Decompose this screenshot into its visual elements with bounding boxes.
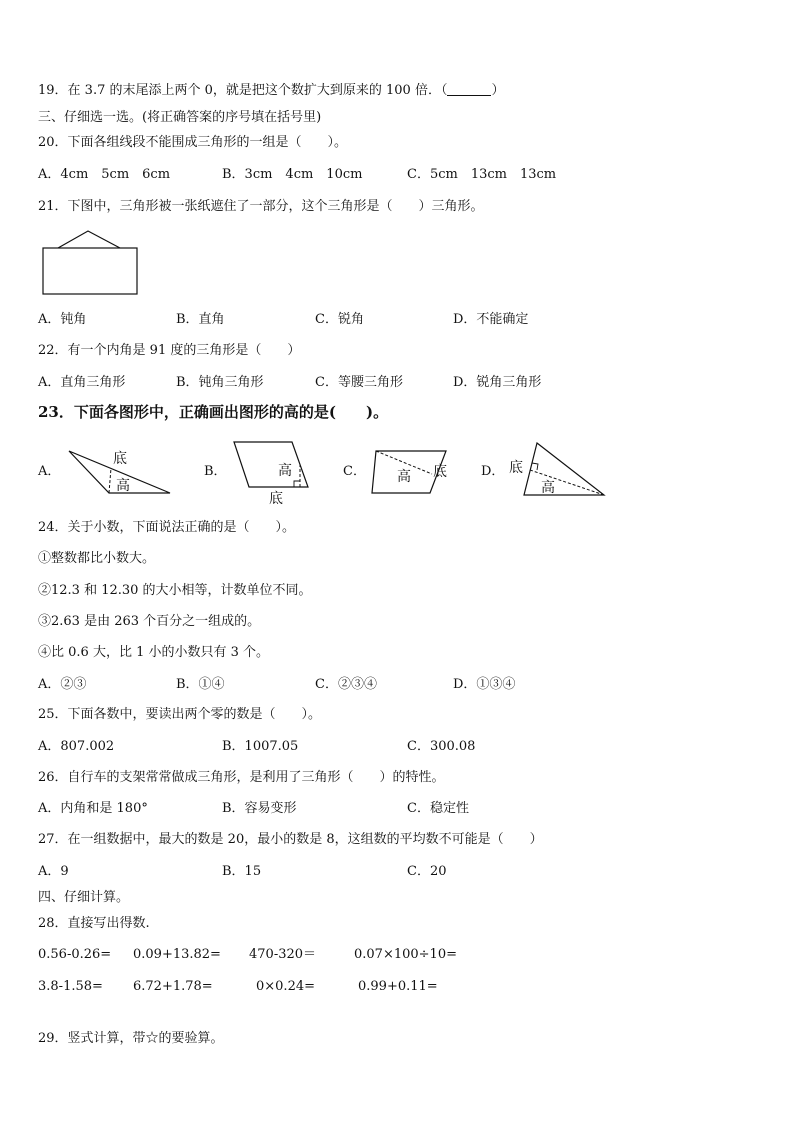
- q23-option-a-letter[interactable]: A．: [38, 464, 61, 479]
- q27-option-c[interactable]: C．20: [407, 864, 447, 879]
- q28-r1-c4: 0.07×100÷10=: [354, 947, 457, 962]
- q26-option-a[interactable]: A．内角和是 180°: [38, 801, 148, 816]
- section-3-title: 三、仔细选一选。(将正确答案的序号填在括号里): [38, 110, 322, 125]
- q21-covered-triangle-figure: [40, 228, 140, 296]
- q22-stem: 22．有一个内角是 91 度的三角形是（ ）: [38, 343, 301, 358]
- q25-option-c[interactable]: C．300.08: [407, 739, 476, 754]
- q22-option-b[interactable]: B．钝角三角形: [176, 375, 264, 390]
- q22-option-d[interactable]: D．锐角三角形: [453, 375, 542, 390]
- q28-r2-c4: 0.99+0.11=: [358, 979, 438, 994]
- q20-option-a[interactable]: A．4cm 5cm 6cm: [38, 167, 171, 182]
- q23-a-height-label: 高: [116, 478, 130, 494]
- q23-figure-d[interactable]: [507, 440, 607, 498]
- q23-stem: 23．下面各图形中，正确画出图形的高的是( )。: [38, 403, 389, 421]
- q24-stem: 24．关于小数，下面说法正确的是（ ）。: [38, 520, 296, 535]
- q24-option-c[interactable]: C．②③④: [315, 677, 377, 692]
- q28-r2-c2: 6.72+1.78=: [133, 979, 213, 994]
- q20-stem: 20．下面各组线段不能围成三角形的一组是（ ）。: [38, 135, 348, 150]
- q27-option-a[interactable]: A．9: [38, 864, 69, 879]
- q23-option-b-letter[interactable]: B．: [204, 464, 227, 479]
- q23-figure-b[interactable]: [232, 440, 314, 510]
- q23-figure-c[interactable]: [370, 448, 452, 496]
- q24-statement-2: ②12.3 和 12.30 的大小相等，计数单位不同。: [38, 583, 312, 598]
- q24-statement-3: ③2.63 是由 263 个百分之一组成的。: [38, 614, 261, 629]
- q28-r2-c3: 0×0.24=: [256, 979, 316, 994]
- q25-option-b[interactable]: B．1007.05: [222, 739, 299, 754]
- q26-stem: 26．自行车的支架常常做成三角形，是利用了三角形（ ）的特性。: [38, 770, 445, 785]
- q20-option-b[interactable]: B．3cm 4cm 10cm: [222, 167, 363, 182]
- q24-option-b[interactable]: B．①④: [176, 677, 225, 692]
- q22-option-a[interactable]: A．直角三角形: [38, 375, 126, 390]
- q26-option-c[interactable]: C．稳定性: [407, 801, 469, 816]
- q29-stem: 29．竖式计算，带☆的要验算。: [38, 1031, 224, 1046]
- q27-stem: 27．在一组数据中，最大的数是 20，最小的数是 8，这组数的平均数不可能是（ ）: [38, 832, 543, 847]
- q22-option-c[interactable]: C．等腰三角形: [315, 375, 403, 390]
- q23-option-c-letter[interactable]: C．: [343, 464, 366, 479]
- q23-b-base-label: 底: [269, 491, 283, 507]
- q23-a-base-label: 底: [113, 451, 127, 467]
- q19-line: [38, 83, 504, 99]
- q24-statement-1: ①整数都比小数大。: [38, 551, 156, 566]
- q23-d-base-label: 底: [509, 460, 523, 476]
- q21-option-d[interactable]: D．不能确定: [453, 312, 529, 327]
- q28-r1-c3: 470-320＝: [249, 947, 317, 962]
- q21-option-b[interactable]: B．直角: [176, 312, 225, 327]
- q23-b-height-label: 高: [278, 463, 292, 479]
- q24-option-a[interactable]: A．②③: [38, 677, 87, 692]
- section-4-title: 四、仔细计算。: [38, 890, 130, 905]
- q23-figure-a[interactable]: [66, 446, 176, 496]
- q28-r1-c2: 0.09+13.82=: [133, 947, 221, 962]
- q23-c-base-label: 底: [433, 464, 447, 480]
- q23-d-height-label: 高: [541, 480, 555, 496]
- q25-option-a[interactable]: A．807.002: [38, 739, 115, 754]
- q19-text: 19．在 3.7 的末尾添上两个 0，就是把这个数扩大到原来的 100 倍．（: [38, 83, 448, 98]
- q19-answer-blank[interactable]: [447, 83, 491, 96]
- q21-option-a[interactable]: A．钝角: [38, 312, 87, 327]
- q21-option-c[interactable]: C．锐角: [315, 312, 364, 327]
- q28-stem: 28．直接写出得数.: [38, 916, 150, 931]
- q26-option-b[interactable]: B．容易变形: [222, 801, 297, 816]
- q23-c-height-label: 高: [397, 469, 411, 485]
- q20-option-c[interactable]: C．5cm 13cm 13cm: [407, 167, 557, 182]
- q24-option-d[interactable]: D．①③④: [453, 677, 516, 692]
- q28-r2-c1: 3.8-1.58=: [38, 979, 103, 994]
- q28-r1-c1: 0.56-0.26=: [38, 947, 112, 962]
- q24-statement-4: ④比 0.6 大，比 1 小的小数只有 3 个。: [38, 645, 270, 660]
- q23-option-d-letter[interactable]: D．: [481, 464, 505, 479]
- q21-stem: 21．下图中，三角形被一张纸遮住了一部分，这个三角形是（ ）三角形。: [38, 199, 484, 214]
- q25-stem: 25．下面各数中，要读出两个零的数是（ ）。: [38, 707, 322, 722]
- q19-close-paren: ）: [491, 83, 505, 98]
- q27-option-b[interactable]: B．15: [222, 864, 262, 879]
